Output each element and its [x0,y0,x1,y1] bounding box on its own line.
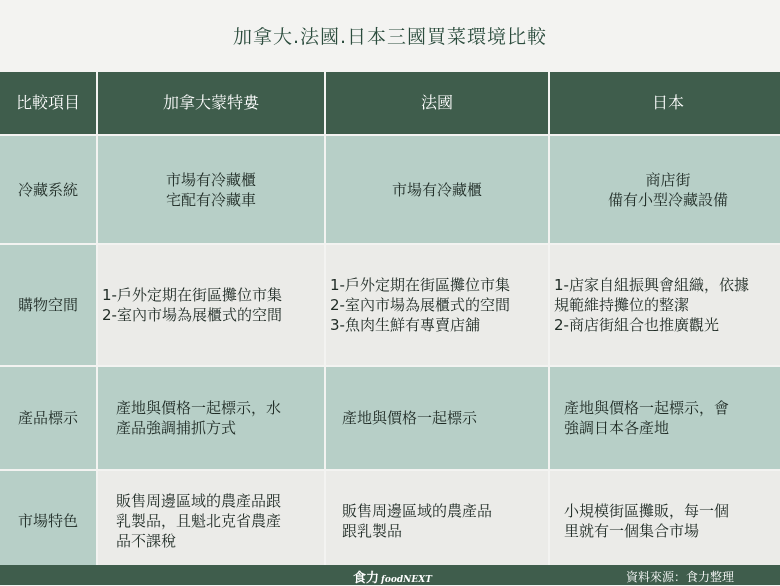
cell-line: 市場有冷藏櫃 [165,170,256,189]
cell-line: 產地與價格一起標示 [342,409,478,427]
cell-line: 規範維持攤位的整潔 [554,296,690,314]
row-label-shopping-space: 購物空間 [0,245,96,365]
cell-line: 跟乳製品 [342,522,403,540]
cell-line: 里就有一個集合市場 [564,522,700,540]
header-france: 法國 [326,72,548,134]
header-compare-item: 比較項目 [0,72,96,134]
cell-france-market-features [326,471,548,571]
cell-canada-shopping-space [98,245,324,365]
footer-bar [0,565,780,585]
cell-line: 小規模街區攤販，每一個 [564,502,730,520]
comparison-table [0,72,780,571]
header-canada-montreal: 加拿大蒙特婁 [98,72,324,134]
logo-subtext: foodNEXT [381,575,432,585]
cell-france-product-labeling [326,367,548,469]
cell-line: 乳製品，且魁北克省農產 [116,512,282,530]
cell-line: 2-室內市場為展櫃式的空間 [102,306,282,324]
cell-canada-product-labeling [98,367,324,469]
cell-line: 產地與價格一起標示，會 [564,399,730,417]
cell-japan-product-labeling [550,367,780,469]
page-title: 加拿大.法國.日本三國買菜環境比較 [232,25,548,48]
cell-line: 品不課稅 [116,532,177,550]
cell-line: 市場有冷藏櫃 [391,180,482,199]
cell-line: 強調日本各產地 [564,419,670,437]
cell-canada-refrigeration [98,136,324,243]
cell-japan-market-features [550,471,780,571]
cell-line: 產地與價格一起標示，水 [116,399,282,417]
source-note: 資料來源：食力整理 [625,570,734,584]
cell-line: 備有小型冷藏設備 [607,190,728,209]
cell-japan-refrigeration [550,136,780,243]
cell-line: 1-戶外定期在街區攤位市集 [102,286,282,304]
row-label-product-labeling: 產品標示 [0,367,96,469]
cell-line: 3-魚肉生鮮有專賣店舖 [330,316,480,334]
row-label-market-features: 市場特色 [0,471,96,571]
cell-line: 2-室內市場為展櫃式的空間 [330,296,510,314]
cell-line: 商店街 [645,170,691,189]
header-japan: 日本 [550,72,780,134]
foodnext-logo [353,567,432,586]
cell-line: 1-店家自組振興會組織，依據 [554,276,749,294]
cell-japan-shopping-space [550,245,780,365]
cell-line: 販售周邊區域的農產品跟 [116,492,282,510]
cell-line: 2-商店街組合也推廣觀光 [554,316,719,334]
cell-line: 1-戶外定期在街區攤位市集 [330,276,510,294]
cell-line: 產品強調捕抓方式 [116,419,237,437]
cell-france-refrigeration [326,136,548,243]
cell-line: 宅配有冷藏車 [165,190,256,209]
row-label-refrigeration: 冷藏系統 [0,136,96,243]
logo-text: 食力 [353,571,380,586]
cell-canada-market-features [98,471,324,571]
cell-france-shopping-space [326,245,548,365]
cell-line: 販售周邊區域的農產品 [342,502,493,520]
